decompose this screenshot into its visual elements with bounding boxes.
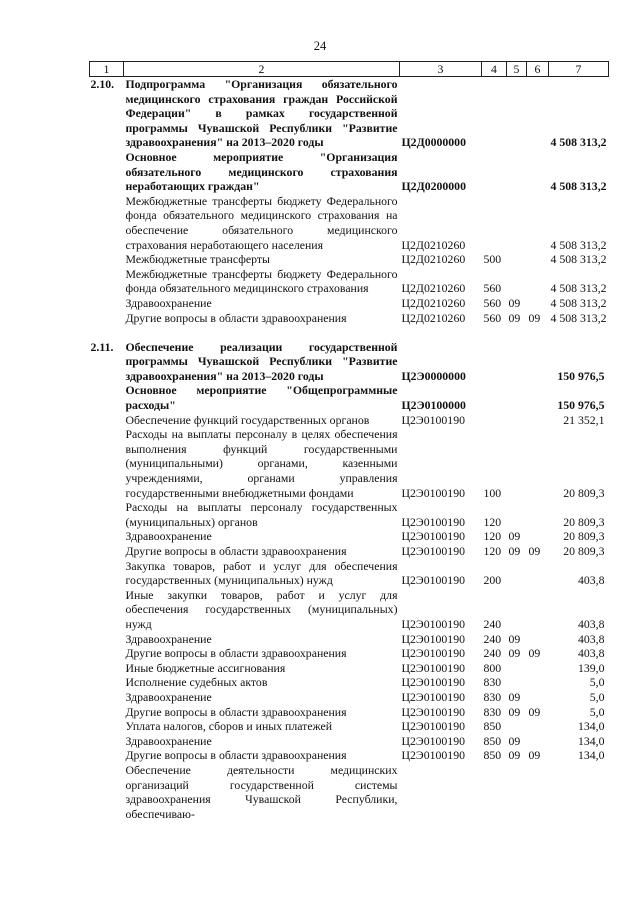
row-number <box>90 559 124 588</box>
row-number <box>90 748 124 763</box>
row-number <box>90 500 124 529</box>
row-number <box>90 296 124 311</box>
row-amount: 4 508 313,2 <box>550 310 607 325</box>
row-number <box>90 529 124 544</box>
row-vr <box>482 340 507 384</box>
row-description: Уплата налогов, сборов и иных платежей <box>125 719 333 734</box>
row-description: Здравоохранение <box>125 295 212 310</box>
column-header: 5 <box>507 62 527 77</box>
row-amount: 4 508 313,2 <box>550 281 607 296</box>
row-code: Ц2Э0100190 <box>401 704 465 719</box>
row-code: Ц2Э0100190 <box>401 675 465 690</box>
row-code: Ц2Д0200000 <box>401 179 466 194</box>
row-description: Обеспечение функций государственных органов <box>125 412 370 427</box>
row-code: Ц2Э0100190 <box>401 514 465 529</box>
table-row <box>90 311 609 326</box>
row-pr <box>527 675 549 690</box>
row-vr: 120 <box>483 544 502 558</box>
row-code: Ц2Э0100190 <box>401 660 465 675</box>
row-pr <box>527 588 549 632</box>
row-pr <box>527 500 549 529</box>
table-row <box>90 296 609 311</box>
row-amount <box>549 763 609 821</box>
row-rz <box>507 427 527 500</box>
row-amount: 403,8 <box>577 616 605 631</box>
row-vr: 100 <box>483 485 502 500</box>
row-number <box>90 252 124 267</box>
row-code: Ц2Э0100190 <box>401 733 465 748</box>
row-vr <box>482 383 507 412</box>
row-description: Другие вопросы в области здравоохранения <box>125 704 347 719</box>
table-row <box>90 340 609 384</box>
row-number <box>90 311 124 326</box>
spacer-cell <box>90 325 609 340</box>
row-rz: 09 <box>508 733 521 748</box>
row-number <box>90 194 124 252</box>
row-vr <box>482 763 507 821</box>
row-code: Ц2Э0100190 <box>401 616 465 631</box>
row-number <box>90 427 124 500</box>
row-pr <box>527 763 549 821</box>
row-description: Расходы на выплаты персоналу государственных (муниципальных) органов <box>125 500 398 529</box>
table-header-row <box>90 62 609 77</box>
table-row <box>90 150 609 194</box>
table-row <box>90 632 609 647</box>
row-amount: 4 508 313,2 <box>550 252 607 267</box>
row-code: Ц2Э0100190 <box>401 529 465 544</box>
row-amount: 4 508 313,2 <box>550 179 607 194</box>
row-rz: 09 <box>508 646 521 661</box>
row-number <box>90 544 124 559</box>
row-rz <box>507 763 527 821</box>
row-amount: 139,0 <box>577 660 605 675</box>
table-row <box>90 500 609 529</box>
row-vr <box>482 194 507 252</box>
row-code: Ц2Э0100190 <box>401 719 465 734</box>
row-vr <box>482 413 507 428</box>
row-rz: 09 <box>508 295 521 310</box>
table-row <box>90 734 609 749</box>
table-spacer-row <box>90 325 609 340</box>
row-pr <box>527 690 549 705</box>
row-number <box>90 150 124 194</box>
row-vr: 850 <box>483 733 502 748</box>
row-number <box>90 267 124 296</box>
row-vr: 830 <box>483 675 502 690</box>
row-number <box>90 413 124 428</box>
row-vr: 800 <box>483 660 502 675</box>
row-amount: 4 508 313,2 <box>550 135 607 150</box>
row-amount: 5,0 <box>589 704 605 719</box>
row-rz <box>507 267 527 296</box>
row-amount: 4 508 313,2 <box>550 295 607 310</box>
row-description: Другие вопросы в области здравоохранения <box>125 544 347 558</box>
row-pr <box>527 661 549 676</box>
row-pr <box>527 150 549 194</box>
row-pr: 09 <box>528 310 541 325</box>
row-pr <box>527 267 549 296</box>
row-number <box>90 383 124 412</box>
row-pr <box>527 734 549 749</box>
row-number <box>90 734 124 749</box>
row-rz <box>507 77 527 150</box>
row-rz <box>507 340 527 384</box>
row-vr: 560 <box>483 281 502 296</box>
row-description: Здравоохранение <box>125 733 212 748</box>
row-description: Иные закупки товаров, работ и услуг для обеспечения государственных (муниципальных) нужд <box>125 587 398 631</box>
row-code: Ц2Д0210260 <box>401 295 466 310</box>
table-row <box>90 427 609 500</box>
row-number <box>90 646 124 661</box>
column-header: 6 <box>527 62 549 77</box>
row-rz <box>507 150 527 194</box>
table-row <box>90 383 609 412</box>
column-header: 2 <box>124 62 400 77</box>
row-description: Межбюджетные трансферты бюджету Федерального фонда обязательного медицинского страхования на обеспечение обязательного медицинского страхования неработающего населения <box>125 193 398 252</box>
row-amount: 134,0 <box>577 748 605 763</box>
row-pr <box>527 559 549 588</box>
row-vr: 120 <box>483 514 502 529</box>
row-pr: 09 <box>528 704 541 719</box>
row-amount: 403,8 <box>577 573 605 588</box>
row-amount: 4 508 313,2 <box>550 237 607 252</box>
row-description: Расходы на выплаты персоналу в целях обеспечения выполнения функций государственными (муниципальными) органами, казенными учреждениями, органами управления государственными внебюджетными фондами <box>125 427 398 500</box>
column-header: 3 <box>400 62 482 77</box>
row-rz <box>507 194 527 252</box>
table-row <box>90 705 609 720</box>
row-number <box>90 632 124 647</box>
row-description: Другие вопросы в области здравоохранения <box>125 310 347 325</box>
table-row <box>90 748 609 763</box>
row-code <box>400 763 482 821</box>
column-header: 1 <box>90 62 124 77</box>
row-amount: 20 809,3 <box>563 529 605 544</box>
row-rz: 09 <box>508 310 521 325</box>
row-vr: 240 <box>483 646 502 661</box>
row-vr <box>482 150 507 194</box>
row-rz: 09 <box>508 704 521 719</box>
row-amount: 20 809,3 <box>563 544 605 558</box>
table-row <box>90 559 609 588</box>
table-row <box>90 661 609 676</box>
row-number: 2.11. <box>90 339 114 354</box>
row-vr: 830 <box>483 689 502 704</box>
budget-table <box>89 61 609 821</box>
table-row <box>90 675 609 690</box>
row-code: Ц2Э0100190 <box>401 631 465 646</box>
row-pr <box>527 427 549 500</box>
row-vr: 560 <box>483 310 502 325</box>
row-code: Ц2Э0100190 <box>401 573 465 588</box>
row-vr: 240 <box>483 631 502 646</box>
row-vr: 120 <box>483 529 502 544</box>
row-description: Исполнение судебных актов <box>125 675 268 690</box>
row-amount: 20 809,3 <box>563 514 605 529</box>
row-description: Иные бюджетные ассигнования <box>125 660 286 675</box>
row-rz <box>507 413 527 428</box>
row-rz <box>507 661 527 676</box>
table-row <box>90 413 609 428</box>
row-description: Другие вопросы в области здравоохранения <box>125 748 347 763</box>
row-amount: 150 976,5 <box>557 368 605 383</box>
table-row <box>90 646 609 661</box>
row-amount: 134,0 <box>577 719 605 734</box>
row-code: Ц2Э0100190 <box>401 748 465 763</box>
page-number: 24 <box>313 39 327 53</box>
row-amount: 150 976,5 <box>557 398 605 413</box>
row-rz <box>507 675 527 690</box>
row-code: Ц2Э0100190 <box>401 412 465 427</box>
column-header: 7 <box>549 62 609 77</box>
row-rz <box>507 719 527 734</box>
row-vr: 850 <box>483 748 502 763</box>
row-description: Подпрограмма "Организация обязательного медицинского страхования граждан Российской Федерации" в рамках государственной программы Чувашской Республики "Развитие здравоохранения" на 2013–2020 годы <box>125 77 398 150</box>
row-description: Обеспечение реализации государственной программы Чувашской Республики "Развитие здравоохранения" на 2013–2020 годы <box>125 339 398 383</box>
row-rz: 09 <box>508 748 521 763</box>
row-description: Здравоохранение <box>125 689 212 704</box>
row-pr <box>527 77 549 150</box>
row-code: Ц2Д0210260 <box>401 237 466 252</box>
table-row <box>90 763 609 821</box>
row-rz <box>507 383 527 412</box>
row-description: Основное мероприятие "Организация обязательного медицинского страхования неработающих граждан" <box>125 149 398 194</box>
row-rz <box>507 559 527 588</box>
row-number <box>90 690 124 705</box>
row-pr <box>527 296 549 311</box>
row-pr <box>527 632 549 647</box>
row-number <box>90 719 124 734</box>
row-pr <box>527 383 549 412</box>
row-code: Ц2Э0100190 <box>401 544 465 558</box>
row-description: Здравоохранение <box>125 631 212 646</box>
row-number: 2.10. <box>90 77 115 91</box>
row-rz <box>507 252 527 267</box>
row-pr <box>527 252 549 267</box>
row-description: Межбюджетные трансферты бюджету Федерального фонда обязательного медицинского страхования <box>125 266 398 296</box>
table-row <box>90 588 609 632</box>
row-code: Ц2Д0210260 <box>401 310 466 325</box>
row-rz: 09 <box>508 631 521 646</box>
column-header: 4 <box>482 62 507 77</box>
table-row <box>90 690 609 705</box>
row-amount: 403,8 <box>577 646 605 661</box>
row-number <box>90 661 124 676</box>
row-description: Закупка товаров, работ и услуг для обеспечения государственных (муниципальных) нужд <box>125 558 398 588</box>
row-code: Ц2Э0100190 <box>401 646 465 661</box>
row-description: Здравоохранение <box>125 529 212 544</box>
row-pr <box>527 413 549 428</box>
row-amount: 134,0 <box>577 733 605 748</box>
row-code: Ц2Э0100000 <box>401 398 466 413</box>
row-vr <box>482 77 507 150</box>
row-number <box>90 705 124 720</box>
row-number <box>90 675 124 690</box>
row-amount: 20 809,3 <box>563 485 605 500</box>
row-description: Основное мероприятие "Общепрограммные расходы" <box>125 383 398 413</box>
row-amount: 21 352,1 <box>563 412 605 427</box>
row-code: Ц2Д0210260 <box>401 281 466 296</box>
table-row <box>90 77 609 150</box>
row-vr: 500 <box>483 252 502 267</box>
table-row <box>90 544 609 559</box>
row-rz <box>507 588 527 632</box>
row-amount: 5,0 <box>589 689 605 704</box>
row-amount: 403,8 <box>577 631 605 646</box>
row-description: Другие вопросы в области здравоохранения <box>125 646 347 661</box>
row-pr <box>527 719 549 734</box>
row-pr: 09 <box>528 748 541 763</box>
row-vr: 240 <box>483 616 502 631</box>
row-rz <box>507 500 527 529</box>
row-pr <box>527 194 549 252</box>
row-rz: 09 <box>508 544 521 558</box>
table-row <box>90 529 609 544</box>
row-pr: 09 <box>528 646 541 661</box>
row-pr <box>527 340 549 384</box>
row-pr <box>527 529 549 544</box>
row-number <box>90 763 124 821</box>
row-description: Межбюджетные трансферты <box>125 252 270 267</box>
row-code: Ц2Э0100190 <box>401 689 465 704</box>
row-description: Обеспечение деятельности медицинских организаций государственной системы здравоохранения Чувашской Республики, обеспечиваю- <box>125 762 398 821</box>
row-code: Ц2Д0210260 <box>401 252 466 267</box>
row-code: Ц2Э0100190 <box>401 485 465 500</box>
row-vr: 200 <box>483 573 502 588</box>
row-code: Ц2Д0000000 <box>401 135 466 150</box>
table-row <box>90 194 609 252</box>
table-row <box>90 267 609 296</box>
row-number <box>90 588 124 632</box>
row-code: Ц2Э0000000 <box>401 368 466 383</box>
row-rz: 09 <box>508 689 521 704</box>
row-amount: 5,0 <box>589 675 605 690</box>
row-rz: 09 <box>508 529 521 544</box>
row-vr: 830 <box>483 704 502 719</box>
table-row <box>90 719 609 734</box>
row-vr: 850 <box>483 719 502 734</box>
row-pr: 09 <box>528 544 541 558</box>
row-vr: 560 <box>483 295 502 310</box>
table-row <box>90 252 609 267</box>
